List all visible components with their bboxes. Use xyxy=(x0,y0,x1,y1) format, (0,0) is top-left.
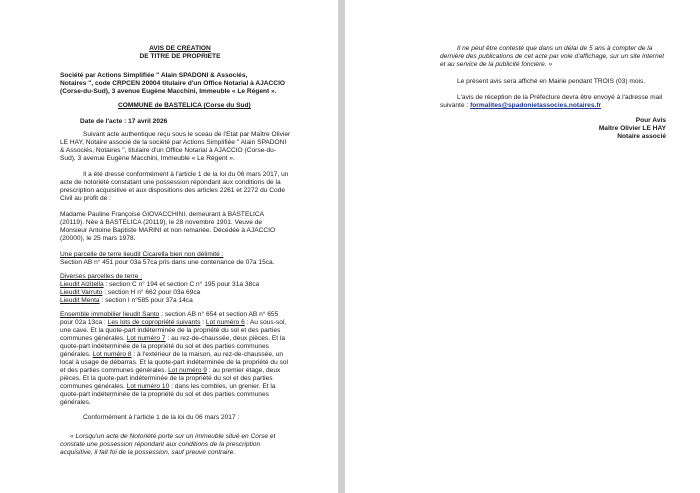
reception-text: suivante : xyxy=(440,102,471,109)
company-line-2: Notaires ", code CRPCEN 20004 titulaire d'un Office Notarial à AJACCIO xyxy=(60,80,286,87)
commune-heading: COMMUNE de BASTELICA (Corse du Sud) xyxy=(118,102,251,109)
lots-label: Les lots de copropriété suivants xyxy=(107,319,201,326)
ensemble-text: générales. xyxy=(60,351,93,358)
ensemble-line: pièces. Et la quote-part indéterminée de la propriété du sol et des parties xyxy=(60,375,273,382)
lieudit-text: : section H n° 662 pour 03a 69ca xyxy=(102,289,201,296)
lieudit-label: Lieudit Alzitella xyxy=(60,281,104,288)
conformement-line: Conformément à l'article 1 de la loi du 06 mars 2017 : xyxy=(83,414,240,421)
owner-line: (20000), le 25 mars 1978. xyxy=(60,235,136,242)
owner-line: Madame Pauline Françoise GIOVACCHINI, demeurant à BASTELICA xyxy=(60,211,265,218)
lieudit-line xyxy=(60,289,200,297)
paragraph-2-line: Il a été dressé conformément à l'article 1 de la loi du 06 mars 2017, un xyxy=(83,171,289,178)
document-page-left xyxy=(0,0,338,493)
act-date: Date de l'acte : 17 avril 2026 xyxy=(80,118,168,125)
company-line-3: (Corse-du-Sud), 3 avenue Eugène Macchini, Immeuble « Le Régent ». xyxy=(60,88,277,95)
lieudit-label: Lieudit Varruto xyxy=(60,289,103,296)
ensemble-text: : au rez-de-chaussée, deux pièces. Et la xyxy=(165,335,286,342)
ensemble-line: une cave. Et la quote-part indéterminée de la propriété du sol et des parties xyxy=(60,327,281,334)
ensemble-text: : à l'extérieur de la maison, au rez-de-chaussée, un xyxy=(131,351,284,358)
ensemble-text: : xyxy=(200,319,206,326)
lot-label: Lot numéro 7 xyxy=(126,335,166,342)
ensemble-text: : au premier étage, deux xyxy=(206,367,281,374)
ensemble-text: communes générales. xyxy=(60,335,127,342)
ensemble-label: Ensemble immobilier lieudit Santo xyxy=(60,311,160,318)
quote-continued-line: et au service de la publicité foncière. » xyxy=(440,61,553,68)
company-line-1: Société par Actions Simplifiée " Alain SPADONI & Associés, xyxy=(60,72,248,79)
paragraph-2-line: prescription acquisitive et aux dispositions des articles 2261 et 2272 du Code xyxy=(60,187,286,194)
quote-continued-line: Il ne peut être contesté que dans un délai de 5 ans à compter de la xyxy=(457,45,653,52)
lieudit-text: : section C n° 194 et section C n° 195 pour 31a 38ca xyxy=(103,281,260,288)
paragraph-2-line: Civil au profit de : xyxy=(60,195,111,202)
quote-line: « Lorsqu'un acte de Notoriété porte sur un immeuble situé en Corse et xyxy=(70,433,276,440)
affichage-line: Le présent avis sera affiché en Mairie pendant TROIS (03) mois. xyxy=(457,78,646,85)
owner-line: Monsieur Antoine Baptiste MARINI et non remariée. Décédée à AJACCIO xyxy=(60,227,276,234)
quote-line: acquisitive, il fait foi de la possession, sauf preuve contraire. xyxy=(60,449,236,456)
parcel-text: Section AB n° 451 pour 03a 57ca pris dans une contenance de 07a 15ca. xyxy=(60,259,275,266)
paragraph-1-line: LE HAY, Notaire associé de la société par Actions Simplifiée " Alain SPADONI xyxy=(60,139,287,146)
ensemble-line: générales. xyxy=(60,399,91,406)
ensemble-line: local à usage de débarras. Et la quote-part indéterminée de la propriété du sol xyxy=(60,359,288,366)
ensemble-text: pour 02a 13ca : xyxy=(60,319,108,326)
email-link[interactable]: formalites@spadonietassocies.notaires.fr xyxy=(470,102,602,109)
signature-line: Pour Avis xyxy=(635,117,666,124)
diverses-heading: Diverses parcelles de terre : xyxy=(60,273,143,280)
ensemble-line: quote-part indéterminée de la propriété du sol et des parties communes xyxy=(60,391,269,398)
document-page-right xyxy=(345,0,700,493)
ensemble-text: : dans les combles, un grenier. Et la xyxy=(169,383,276,390)
lieudit-label: Lieudit Menta xyxy=(60,297,100,304)
lot-label: Lot numéro 9 xyxy=(168,367,207,374)
ensemble-line xyxy=(60,367,280,375)
ensemble-text: : Au sous-sol, xyxy=(244,319,287,326)
paragraph-1-line: Sud), 3 avenue Eugène Macchini, Immeuble « Le Régent ». xyxy=(60,155,235,162)
lot-label: Lot numéro 6 xyxy=(205,319,245,326)
lieudit-text: : section I n°585 pour 37a 14ca xyxy=(99,297,193,304)
ensemble-text: communes générales. xyxy=(60,383,127,390)
paragraph-1-line: & Associés, Notaires ", titulaire d'un Office Notarial à AJACCIO (Corse-du- xyxy=(60,147,277,154)
title-line-1: AVIS DE CREATION xyxy=(149,45,211,52)
lieudit-line xyxy=(60,297,193,305)
ensemble-line xyxy=(60,311,278,319)
ensemble-line xyxy=(60,351,283,359)
paragraph-1-line: Suivant acte authentique reçu sous le sceau de l'Etat par Maître Olivier xyxy=(83,131,291,138)
owner-line: (20119). Née à BASTELICA (20119), le 28 novembre 1901. Veuve de xyxy=(60,219,263,226)
reception-line xyxy=(440,102,601,110)
ensemble-text: et des parties communes générales. xyxy=(60,367,169,374)
lot-label: Lot numéro 10 xyxy=(126,383,170,390)
paragraph-2-line: acte de notoriété constatant une possession répondant aux conditions de la xyxy=(60,179,281,186)
lieudit-line xyxy=(60,281,259,289)
lot-label: Lot numéro 8 xyxy=(92,351,132,358)
ensemble-line xyxy=(60,319,286,327)
quote-continued-line: dernière des publications de cet acte par voie d'affichage, sur un site internet xyxy=(440,53,665,60)
reception-line: L'avis de réception de la Préfecture devra être envoyé à l'adresse mail xyxy=(457,94,663,101)
ensemble-line xyxy=(60,335,285,343)
signature-line: Maître Olivier LE HAY xyxy=(598,125,666,132)
ensemble-line: quote-part indéterminée de la propriété du sol et des parties communes xyxy=(60,343,269,350)
ensemble-text: : section AB n° 654 et section AB n° 655 xyxy=(159,311,279,318)
ensemble-line xyxy=(60,383,276,391)
signature-line: Notaire associé xyxy=(617,133,666,140)
parcel-heading: Une parcelle de terre lieudit Cicarella bien non délimité : xyxy=(60,251,224,258)
title-line-2: DE TITRE DE PROPRIETE xyxy=(139,53,221,60)
quote-line: constate une possession répondant aux conditions de la prescription xyxy=(60,441,261,448)
